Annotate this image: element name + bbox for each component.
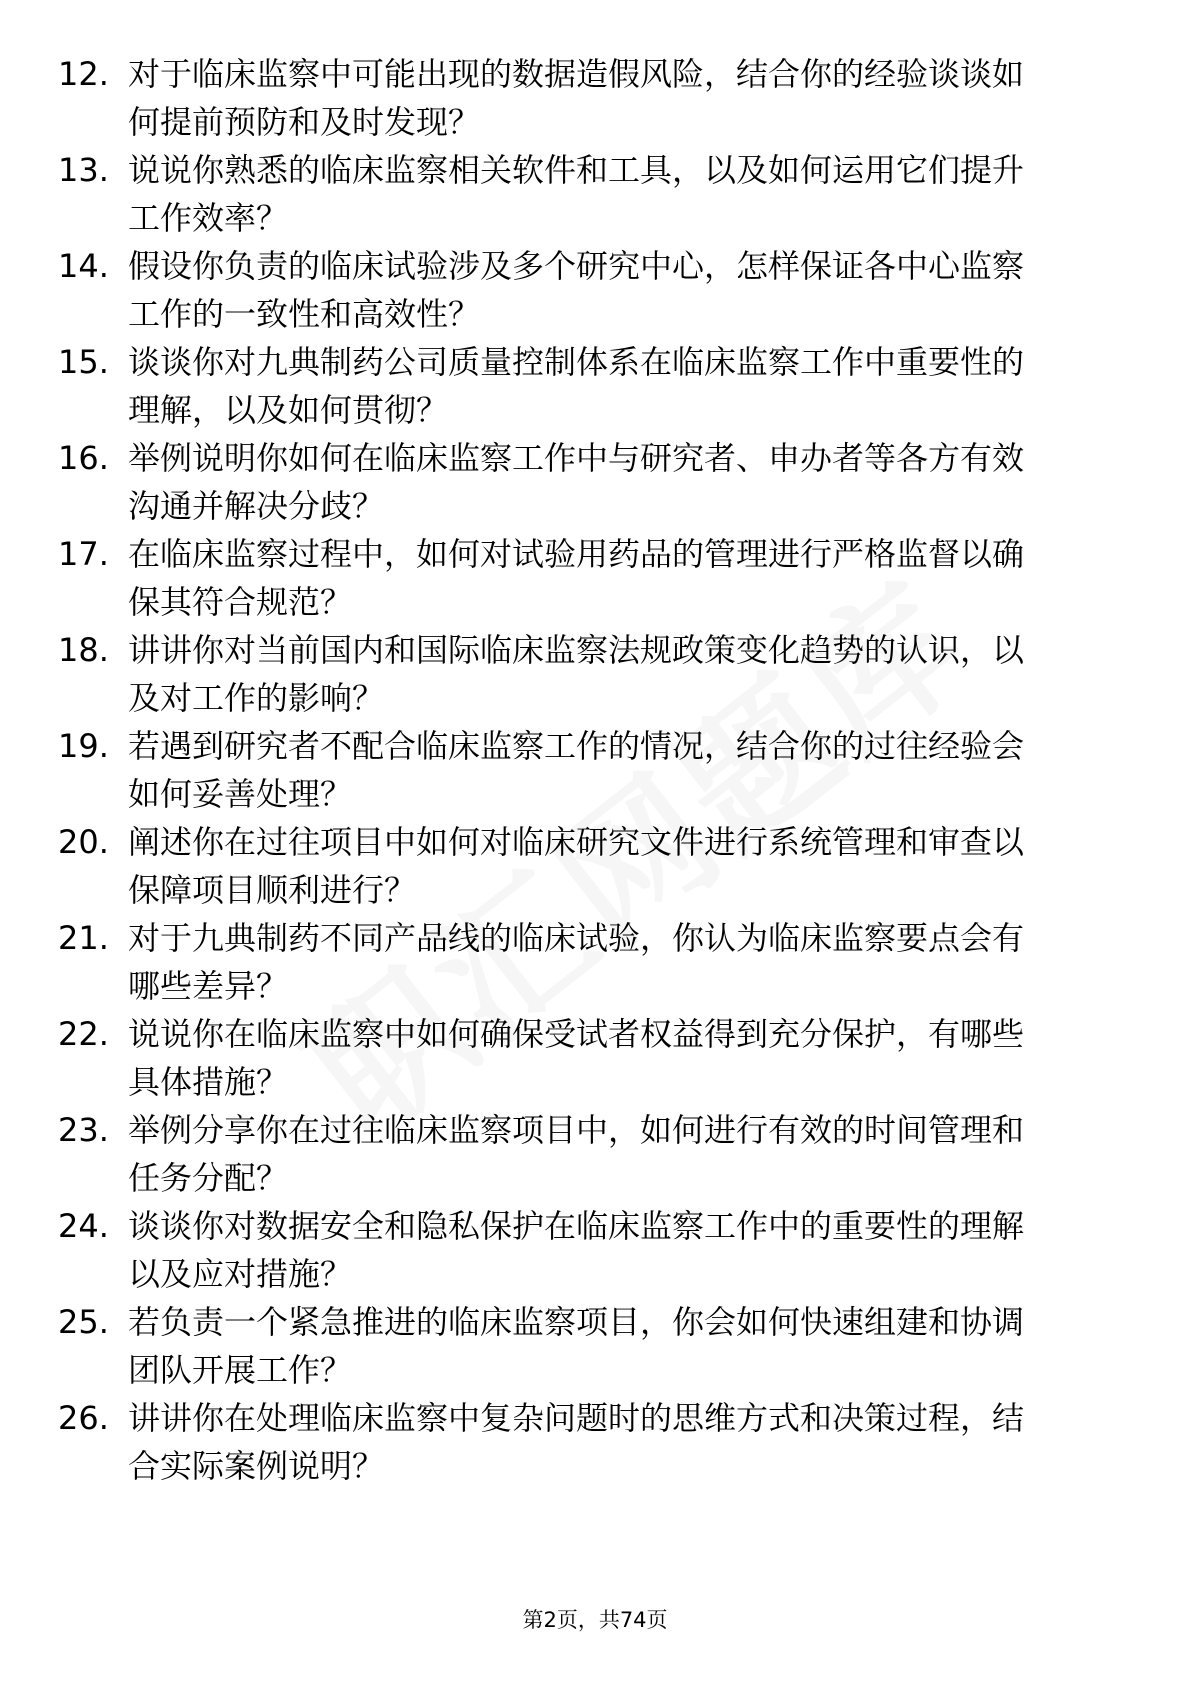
question-item: [58, 1010, 1148, 1110]
question-text: 说说你熟悉的临床监察相关软件和工具，以及如何运用它们提升 工作效率？: [128, 151, 1025, 237]
question-item: [58, 530, 1148, 630]
question-number: 25.: [58, 1303, 109, 1341]
question-text: 举例说明你如何在临床监察工作中与研究者、申办者等各方有效 沟通并解决分歧？: [128, 439, 1025, 525]
question-item: [58, 626, 1148, 726]
question-text: 若遇到研究者不配合临床监察工作的情况，结合你的过往经验会 如何妥善处理？: [128, 727, 1025, 813]
question-text: 举例分享你在过往临床监察项目中，如何进行有效的时间管理和 任务分配？: [128, 1111, 1025, 1197]
question-item: [58, 50, 1148, 150]
question-number: 16.: [58, 439, 109, 477]
question-text: 说说你在临床监察中如何确保受试者权益得到充分保护，有哪些 具体措施？: [128, 1015, 1025, 1101]
question-number: 26.: [58, 1399, 109, 1437]
question-item: [58, 1394, 1148, 1494]
question-item: [58, 1202, 1148, 1302]
question-item: [58, 722, 1148, 822]
question-text: 阐述你在过往项目中如何对临床研究文件进行系统管理和审查以 保障项目顺利进行？: [128, 823, 1025, 909]
question-number: 15.: [58, 343, 109, 381]
question-item: [58, 338, 1148, 438]
question-number: 23.: [58, 1111, 109, 1149]
question-item: [58, 818, 1148, 918]
question-number: 19.: [58, 727, 109, 765]
question-text: 谈谈你对数据安全和隐私保护在临床监察工作中的重要性的理解 以及应对措施？: [128, 1207, 1025, 1293]
question-number: 24.: [58, 1207, 109, 1245]
question-number: 20.: [58, 823, 109, 861]
question-number: 22.: [58, 1015, 109, 1053]
question-item: [58, 242, 1148, 342]
question-text: 对于临床监察中可能出现的数据造假风险，结合你的经验谈谈如 何提前预防和及时发现？: [128, 55, 1025, 141]
question-number: 17.: [58, 535, 109, 573]
question-text: 讲讲你在处理临床监察中复杂问题时的思维方式和决策过程，结 合实际案例说明？: [128, 1399, 1025, 1485]
question-number: 14.: [58, 247, 109, 285]
question-number: 21.: [58, 919, 109, 957]
question-text: 对于九典制药不同产品线的临床试验，你认为临床监察要点会有 哪些差异？: [128, 919, 1025, 1005]
question-item: [58, 1298, 1148, 1398]
question-text: 在临床监察过程中，如何对试验用药品的管理进行严格监督以确 保其符合规范？: [128, 535, 1025, 621]
question-text: 若负责一个紧急推进的临床监察项目，你会如何快速组建和协调 团队开展工作？: [128, 1303, 1025, 1389]
question-text: 假设你负责的临床试验涉及多个研究中心，怎样保证各中心监察 工作的一致性和高效性？: [128, 247, 1025, 333]
question-item: [58, 1106, 1148, 1206]
question-number: 13.: [58, 151, 109, 189]
question-number: 18.: [58, 631, 109, 669]
question-text: 谈谈你对九典制药公司质量控制体系在临床监察工作中重要性的 理解，以及如何贯彻？: [128, 343, 1025, 429]
question-item: [58, 146, 1148, 246]
question-number: 12.: [58, 55, 109, 93]
question-item: [58, 914, 1148, 1014]
question-item: [58, 434, 1148, 534]
question-text: 讲讲你对当前国内和国际临床监察法规政策变化趋势的认识，以 及对工作的影响？: [128, 631, 1025, 717]
page-footer: [0, 1606, 1190, 1634]
page-number-label: 第2页，共74页: [522, 1608, 668, 1632]
